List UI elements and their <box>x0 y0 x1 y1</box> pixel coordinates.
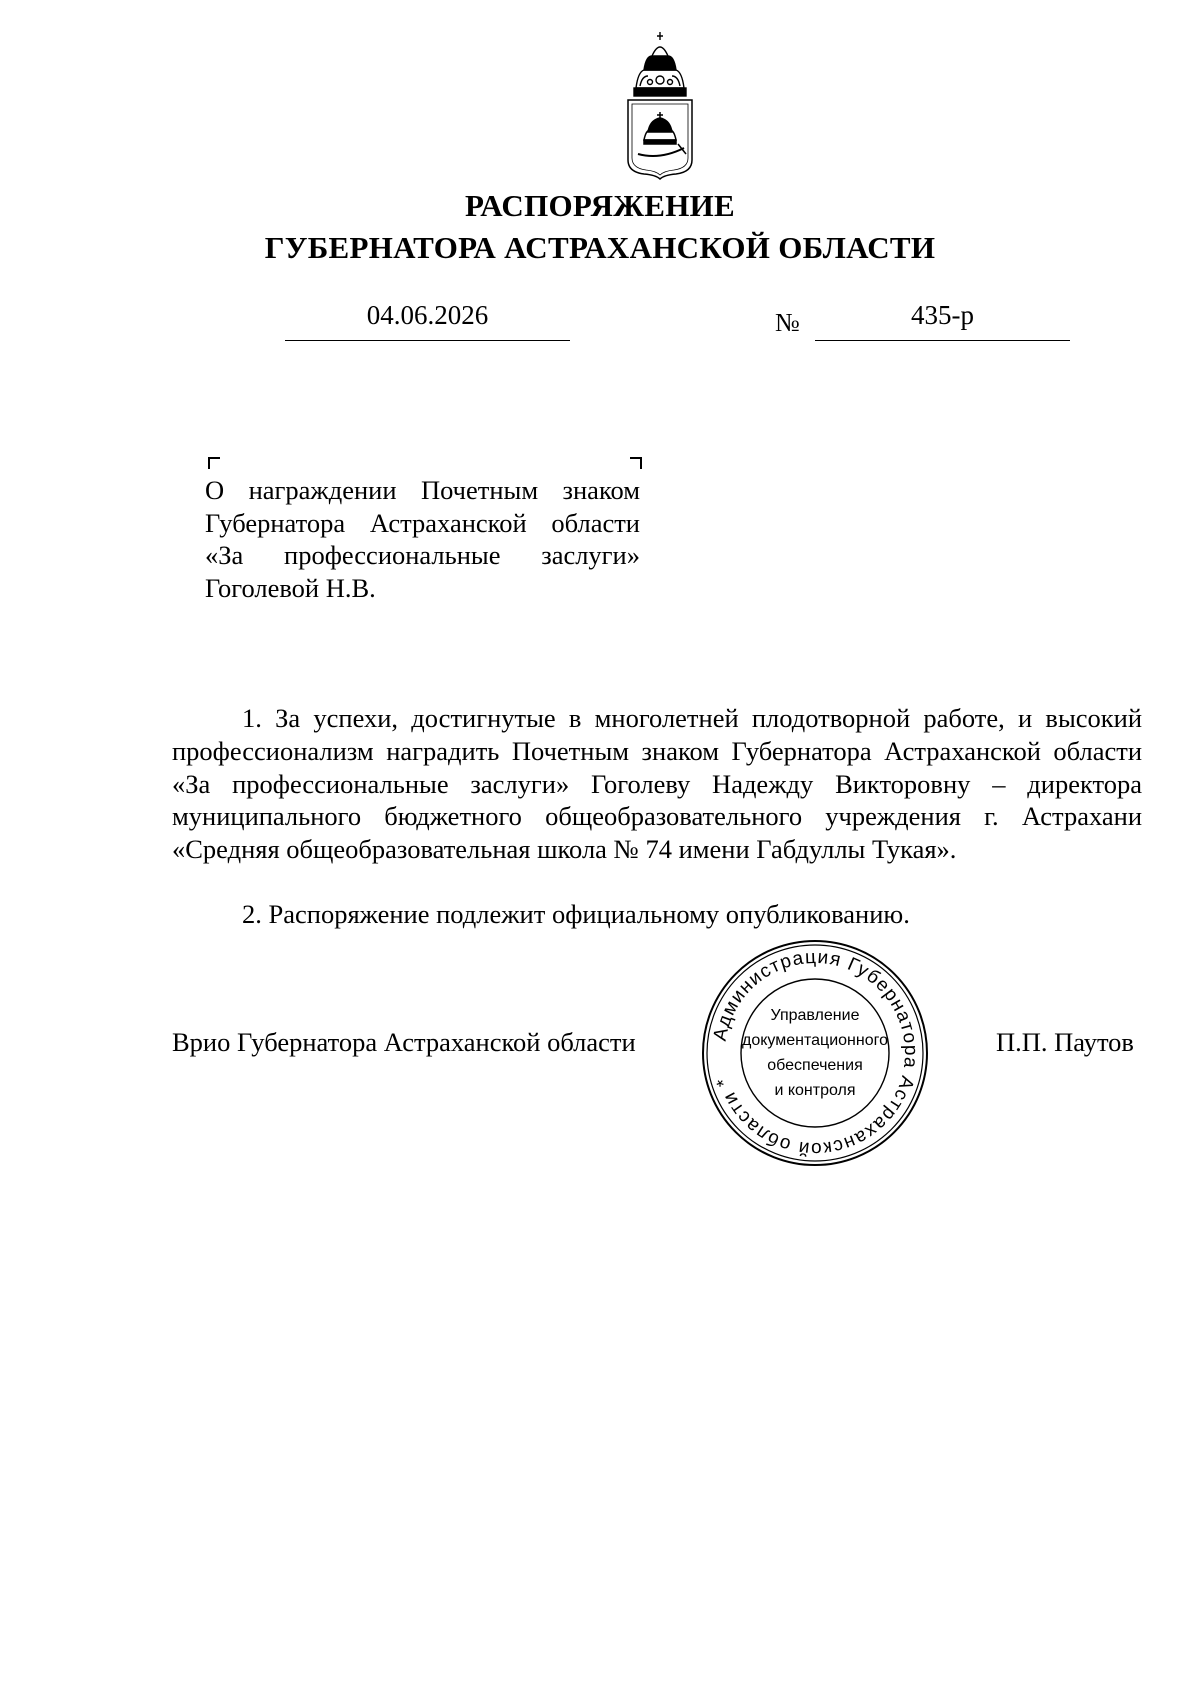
stamp-inner-line-3: обеспечения <box>767 1057 863 1074</box>
issuing-authority-title: ГУБЕРНАТОРА АСТРАХАНСКОЙ ОБЛАСТИ <box>264 230 936 265</box>
official-stamp <box>700 938 930 1168</box>
subject-corner-left <box>208 457 220 469</box>
document-date: 04.06.2026 <box>366 300 489 330</box>
stamp-ring-text: Администрация Губернатора Астраханской области * <box>709 946 922 1160</box>
stamp-inner-line-2: документационного <box>742 1032 888 1049</box>
document-type-title: РАСПОРЯЖЕНИЕ <box>464 188 736 223</box>
document-subject: О награждении Почетным знаком Губернатора Астраханской области «За профессиональные заслуги» Гоголевой Н.В. <box>205 475 640 603</box>
signatory-position: Врио Губернатора Астраханской области <box>172 1027 636 1057</box>
signatory-name: П.П. Паутов <box>996 1027 1134 1057</box>
document-number: 435-р <box>911 300 974 330</box>
stamp-inner-line-1: Управление <box>770 1007 860 1024</box>
subject-corner-right <box>630 457 642 469</box>
body-paragraph-1: 1. За успехи, достигнутые в многолетней плодотворной работе, и высокий профессионализм наградить Почетным знаком Губернатора Астраханской области «За профессиональные заслуги» Гоголеву Надежду Викторовну – директора муниципального бюджетного общеобразовательного учреждения г. Астрахани «Средняя общеобразовательная школа № 74 имени Габдуллы Тукая». <box>172 703 1142 865</box>
body-paragraph-2: 2. Распоряжение подлежит официальному опубликованию. <box>242 899 910 929</box>
date-underline <box>285 340 570 341</box>
number-sign: № <box>775 308 800 337</box>
coat-of-arms-emblem <box>622 30 698 180</box>
number-underline <box>815 340 1070 341</box>
stamp-inner-line-4: и контроля <box>774 1082 856 1099</box>
